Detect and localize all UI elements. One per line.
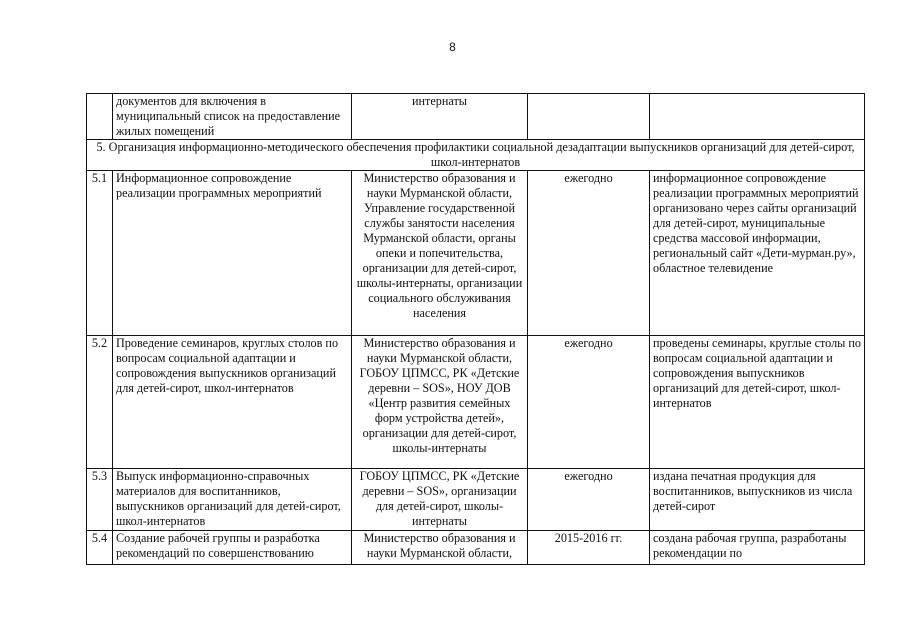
responsible-cell: Министерство образования и науки Мурманской области, Управление государственной службы занятости населения Мурманской области, органы опеки и попечительства, организации для детей-сирот, школы-интернаты, организации социального обслуживания населения (352, 171, 528, 336)
activity-cell: Информационное сопровождение реализации программных мероприятий (113, 171, 352, 336)
activity-cell: документов для включения в муниципальный список на предоставление жилых помещений (113, 94, 352, 140)
responsible-cell: интернаты (352, 94, 528, 140)
section-header-row (87, 140, 865, 171)
responsible-cell: Министерство образования и науки Мурманской области, ГОБОУ ЦПМСС, РК «Детские деревни – SOS», НОУ ДОВ «Центр развития семейных форм устройства детей», организации для детей-сирот, школы-интернаты (352, 336, 528, 469)
table-row (87, 171, 865, 336)
section-title: 5. Организация информационно-методического обеспечения профилактики социальной дезадаптации выпускников организаций для детей-сирот, школ-интернатов (87, 140, 865, 171)
term-cell: ежегодно (528, 469, 650, 531)
result-cell: издана печатная продукция для воспитанников, выпускников из числа детей-сирот (650, 469, 865, 531)
table-row (87, 531, 865, 565)
responsible-cell: Министерство образования и науки Мурманской области, (352, 531, 528, 565)
row-number-cell: 5.4 (87, 531, 113, 565)
term-cell: 2015-2016 гг. (528, 531, 650, 565)
responsible-cell: ГОБОУ ЦПМСС, РК «Детские деревни – SOS», организации для детей-сирот, школы-интернаты (352, 469, 528, 531)
term-cell: ежегодно (528, 171, 650, 336)
result-cell (650, 94, 865, 140)
result-cell: информационное сопровождение реализации программных мероприятий организовано через сайты организаций для детей-сирот, муниципальные средства массовой информации, региональный сайт «Дети-мурман.ру», областное телевидение (650, 171, 865, 336)
table-row (87, 94, 865, 140)
activity-cell: Создание рабочей группы и разработка рекомендаций по совершенствованию (113, 531, 352, 565)
programme-table (86, 93, 865, 565)
row-number-cell: 5.1 (87, 171, 113, 336)
row-number-cell: 5.3 (87, 469, 113, 531)
result-cell: создана рабочая группа, разработаны рекомендации по (650, 531, 865, 565)
table-row (87, 469, 865, 531)
activity-cell: Проведение семинаров, круглых столов по вопросам социальной адаптации и сопровождения выпускников организаций для детей-сирот, школ-интернатов (113, 336, 352, 469)
term-cell (528, 94, 650, 140)
page-number: 8 (449, 40, 456, 54)
row-number-cell (87, 94, 113, 140)
result-cell: проведены семинары, круглые столы по вопросам социальной адаптации и сопровождения выпускников организаций для детей-сирот, школ-интернатов (650, 336, 865, 469)
table-row (87, 336, 865, 469)
activity-cell: Выпуск информационно-справочных материалов для воспитанников, выпускников организаций для детей-сирот, школ-интернатов (113, 469, 352, 531)
term-cell: ежегодно (528, 336, 650, 469)
row-number-cell: 5.2 (87, 336, 113, 469)
